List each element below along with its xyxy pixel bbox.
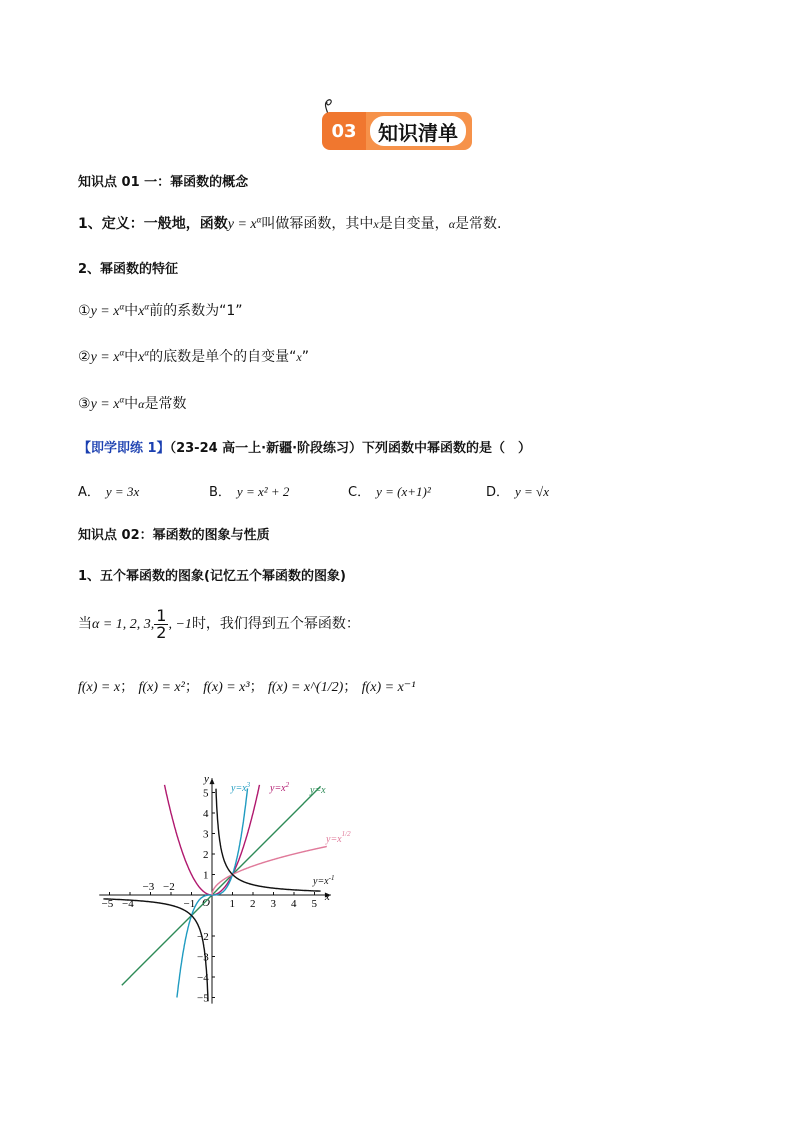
definition-line: 1、定义：一般地，函数$y = x^\alpha$叫做幂函数，其中x是自变量，α是常数.	[78, 214, 502, 232]
y-tick-label: 4	[203, 808, 209, 820]
practice-tag: 【即学即练 1】	[78, 441, 170, 456]
y-tick-label: −4	[197, 972, 209, 984]
x-axis-label: x	[324, 891, 330, 903]
option-c[interactable]: C． y = (x+1)²	[348, 484, 431, 500]
feature-1: ①y = $x^\alpha$中$x^\alpha$前的系数为“1”	[78, 301, 243, 319]
x-tick-label: 5	[311, 898, 317, 910]
power-functions-chart	[85, 765, 375, 1010]
x-tick-label: 1	[229, 898, 235, 910]
section1-heading: 知识点 01 一：幂函数的概念	[78, 175, 249, 190]
y-axis-label: y	[204, 773, 209, 786]
function-2: f(x) = x²	[138, 680, 185, 695]
graphs-subheading: 1、五个幂函数的图象(记忆五个幂函数的图象)	[78, 569, 346, 584]
section-badge	[322, 112, 472, 150]
y-tick-label: −2	[197, 931, 209, 943]
x-tick-label: −2	[163, 881, 175, 893]
feature-2: ②y = $x^\alpha$中$x^\alpha$的底数是单个的自变量“x”	[78, 347, 309, 365]
function-5: f(x) = x⁻¹	[361, 680, 416, 695]
function-1: f(x) = x	[78, 680, 121, 695]
option-a[interactable]: A． y = 3x	[78, 484, 140, 500]
section-title: 知识清单	[370, 116, 466, 146]
x-tick-label: −3	[142, 881, 155, 893]
section-number: 03	[322, 112, 366, 150]
y-tick-label: −5	[197, 992, 209, 1005]
label-inv: $y=x^{-1}$	[313, 874, 335, 887]
x-tick-label: −5	[101, 898, 114, 910]
section2-heading: 知识点 02：幂函数的图象与性质	[78, 528, 270, 543]
y-tick-label: 3	[203, 828, 209, 841]
x-tick-label: 2	[250, 898, 256, 910]
function-list: f(x) = x； f(x) = x²； f(x) = x³； f(x) = x^(1/2)； f(x) = x⁻¹	[78, 679, 416, 695]
function-4: f(x) = x^(1/2)	[268, 680, 344, 695]
option-d[interactable]: D． y = √x	[486, 484, 549, 500]
practice-question	[78, 437, 531, 456]
y-tick-label: 5	[203, 787, 209, 800]
features-heading: 2、幂函数的特征	[78, 262, 179, 277]
x-tick-label: 3	[270, 898, 276, 910]
y-tick-label: 1	[203, 869, 209, 882]
practice-source: （23-24 高一上·新疆·阶段练习）下列函数中幂函数的是（ ）	[169, 441, 532, 456]
label-x2: $y=x^2$	[270, 781, 290, 794]
y-tick-label: −3	[197, 951, 209, 964]
label-x: y=x	[310, 785, 326, 796]
label-x3: $y=x^3$	[231, 781, 251, 794]
option-b[interactable]: B． y = x² + 2	[209, 484, 290, 500]
y-tick-label: 2	[203, 849, 209, 861]
alpha-intro: 当α = 1, 2, 3, $\frac{1}{2}$ , −1时，我们得到五个幂函数：	[78, 605, 360, 642]
x-tick-label: −1	[183, 898, 196, 910]
y-axis-arrow-icon	[210, 778, 215, 784]
x-tick-label: −4	[122, 898, 134, 910]
feature-3: ③y = $x^\alpha$中α是常数	[78, 394, 187, 412]
function-3: f(x) = x³	[203, 680, 250, 695]
origin-label: O	[202, 897, 210, 909]
label-sqrt: $y=x^{1/2}$	[326, 830, 351, 845]
x-tick-label: 4	[291, 898, 297, 910]
